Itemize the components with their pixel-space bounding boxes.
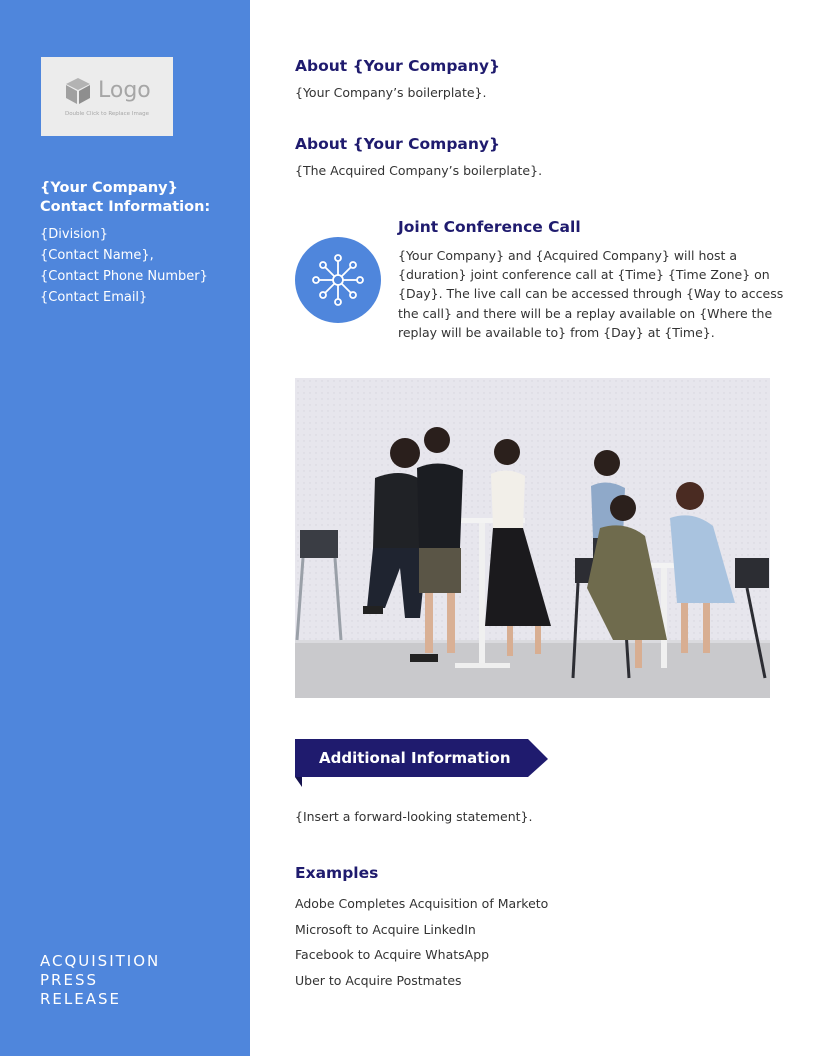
contact-division: {Division} bbox=[40, 227, 109, 242]
contact-title bbox=[40, 179, 240, 217]
contact-email: {Contact Email} bbox=[40, 290, 148, 305]
list-item: Facebook to Acquire WhatsApp bbox=[295, 947, 490, 962]
about-acquired-text: {The Acquired Company’s boilerplate}. bbox=[295, 163, 543, 178]
examples-heading: Examples bbox=[295, 864, 379, 882]
list-item: Uber to Acquire Postmates bbox=[295, 972, 462, 988]
about-company-heading: About {Your Company} bbox=[295, 57, 501, 75]
contact-title-company: {Your Company} bbox=[40, 180, 178, 196]
forward-looking-statement: {Insert a forward-looking statement}. bbox=[295, 809, 533, 824]
press-line: ACQUISITION bbox=[40, 952, 161, 970]
cube-icon bbox=[65, 77, 91, 105]
logo-placeholder[interactable] bbox=[41, 57, 173, 136]
press-release-label bbox=[40, 952, 160, 1009]
contact-name: {Contact Name}, bbox=[40, 248, 154, 263]
logo-subtext: Double Click to Replace Image bbox=[64, 111, 150, 117]
about-acquired-heading: About {Your Company} bbox=[295, 135, 501, 153]
contact-details bbox=[40, 224, 208, 308]
team-meeting-photo bbox=[295, 378, 770, 698]
about-company-text: {Your Company’s boilerplate}. bbox=[295, 85, 487, 100]
conference-call-text: {Your Company} and {Acquired Company} will host a {duration} joint conference call at {Time} {Time Zone} on {Day}. The live call can be accessed through {Way to access the call} and there will be a replay available on {Where the replay will be available to} from {Day} at {Time}. bbox=[398, 248, 784, 340]
contact-phone: {Contact Phone Number} bbox=[40, 269, 208, 284]
network-hub-icon bbox=[295, 237, 381, 323]
list-item: Microsoft to Acquire LinkedIn bbox=[295, 921, 476, 937]
contact-title-label: Contact Information: bbox=[40, 199, 211, 215]
list-item: Adobe Completes Acquisition of Marketo bbox=[295, 896, 549, 911]
examples-list bbox=[295, 895, 548, 997]
press-line: PRESS bbox=[40, 971, 98, 989]
logo-text: Logo bbox=[98, 78, 151, 103]
sidebar bbox=[0, 0, 250, 1056]
press-line: RELEASE bbox=[40, 990, 121, 1008]
additional-info-label: Additional Information bbox=[319, 749, 511, 767]
conference-call-heading: Joint Conference Call bbox=[398, 218, 581, 236]
